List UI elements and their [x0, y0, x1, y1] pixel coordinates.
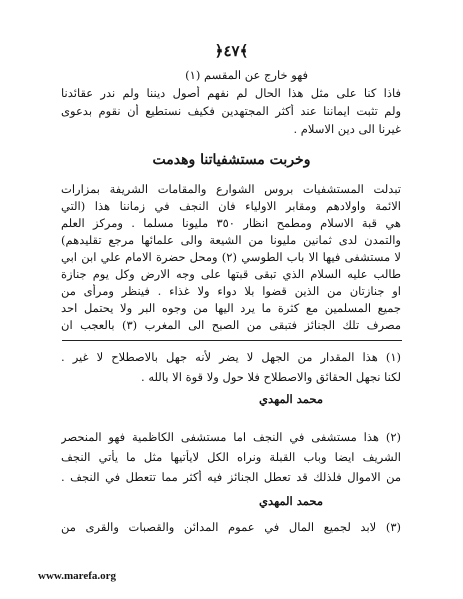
- intro-line: غيرنا الى دين الاسلام .: [293, 122, 401, 136]
- body-line: او جنازتان من الذين قضوا بلا دواء ولا غذاء . فينظر ومرأى من: [61, 284, 401, 298]
- body-line: لا مستشفى فيها الا باب الطوسي (٢) ومحل حضرة الامام علي ابن ابي: [61, 250, 401, 264]
- body-line: الائمة واولادهم ومقابر الاولياء فان النجف في زماننا هذا (التي: [61, 199, 401, 213]
- footnote-line: لكنا نجهل الحقائق والاصطلاح فلا حول ولا قوة الا بالله .: [141, 370, 401, 384]
- footnote-line: الشريف ايضا وباب القبلة ونراه الكل لايأتيها مثل ما يأتي النجف: [61, 450, 401, 464]
- footer-url: www.marefa.org: [38, 570, 116, 582]
- page-number: ﴿٤٧﴾: [214, 42, 249, 60]
- intro-line: فاذا كنا على مثل هذا الحال لم نفهم أصول ديننا ولم ندر عقائدنا: [61, 86, 401, 100]
- body-line: طالب عليه السلام الذي تبقى قبتها على وجه الارض وكل يوم جنازة: [61, 267, 401, 281]
- section-heading: وخربت مستشفياتنا وهدمت: [152, 152, 311, 168]
- footnote-line: (٣) لابد لجميع المال في عموم المدائن والقصبات والقرى من: [61, 520, 401, 534]
- footnote-line: (٢) هذا مستشفى في النجف اما مستشفى الكاظمية فهو المنحصر: [61, 430, 401, 444]
- body-line: مصرف تلك الجنائز فتبقى من الصبح الى المغرب (٣) بالعجب ان: [61, 318, 401, 332]
- footnote-separator: [62, 340, 402, 341]
- footnote-signature: محمد المهدي: [259, 392, 323, 406]
- footnote-signature: محمد المهدي: [259, 494, 323, 508]
- body-line: تبدلت المستشفيات بروس الشوارع والمقامات الشريفة بمزارات: [61, 182, 401, 196]
- body-line: هي قبة الاسلام ومطمح انظار ٣٥٠ مليونا مسلما . ومركز العلم: [61, 216, 401, 230]
- footnote-line: من الاموال فلذلك قد تعطل الجنائز فيه أكثر مما تتعطل في النجف .: [61, 470, 401, 484]
- footnote-line: (١) هذا المقدار من الجهل لا يضر لأنه جهل بالاصطلاح لا غير .: [61, 350, 401, 364]
- body-line: والتمدن لدى ثمانين مليونا من الشيعة والى علمائها مرجع تقليدهم): [61, 233, 401, 247]
- intro-line: ولم تثبت ايماننا عند أكثر المجتهدين فكيف نستطيع أن نقوم بدعوى: [61, 104, 401, 118]
- body-line: جميع المسلمين مع كثرة ما يرد اليها من وجوه البر ولا يحتمل احد: [61, 301, 401, 315]
- intro-line: فهو خارج عن المقسم (١): [185, 68, 308, 82]
